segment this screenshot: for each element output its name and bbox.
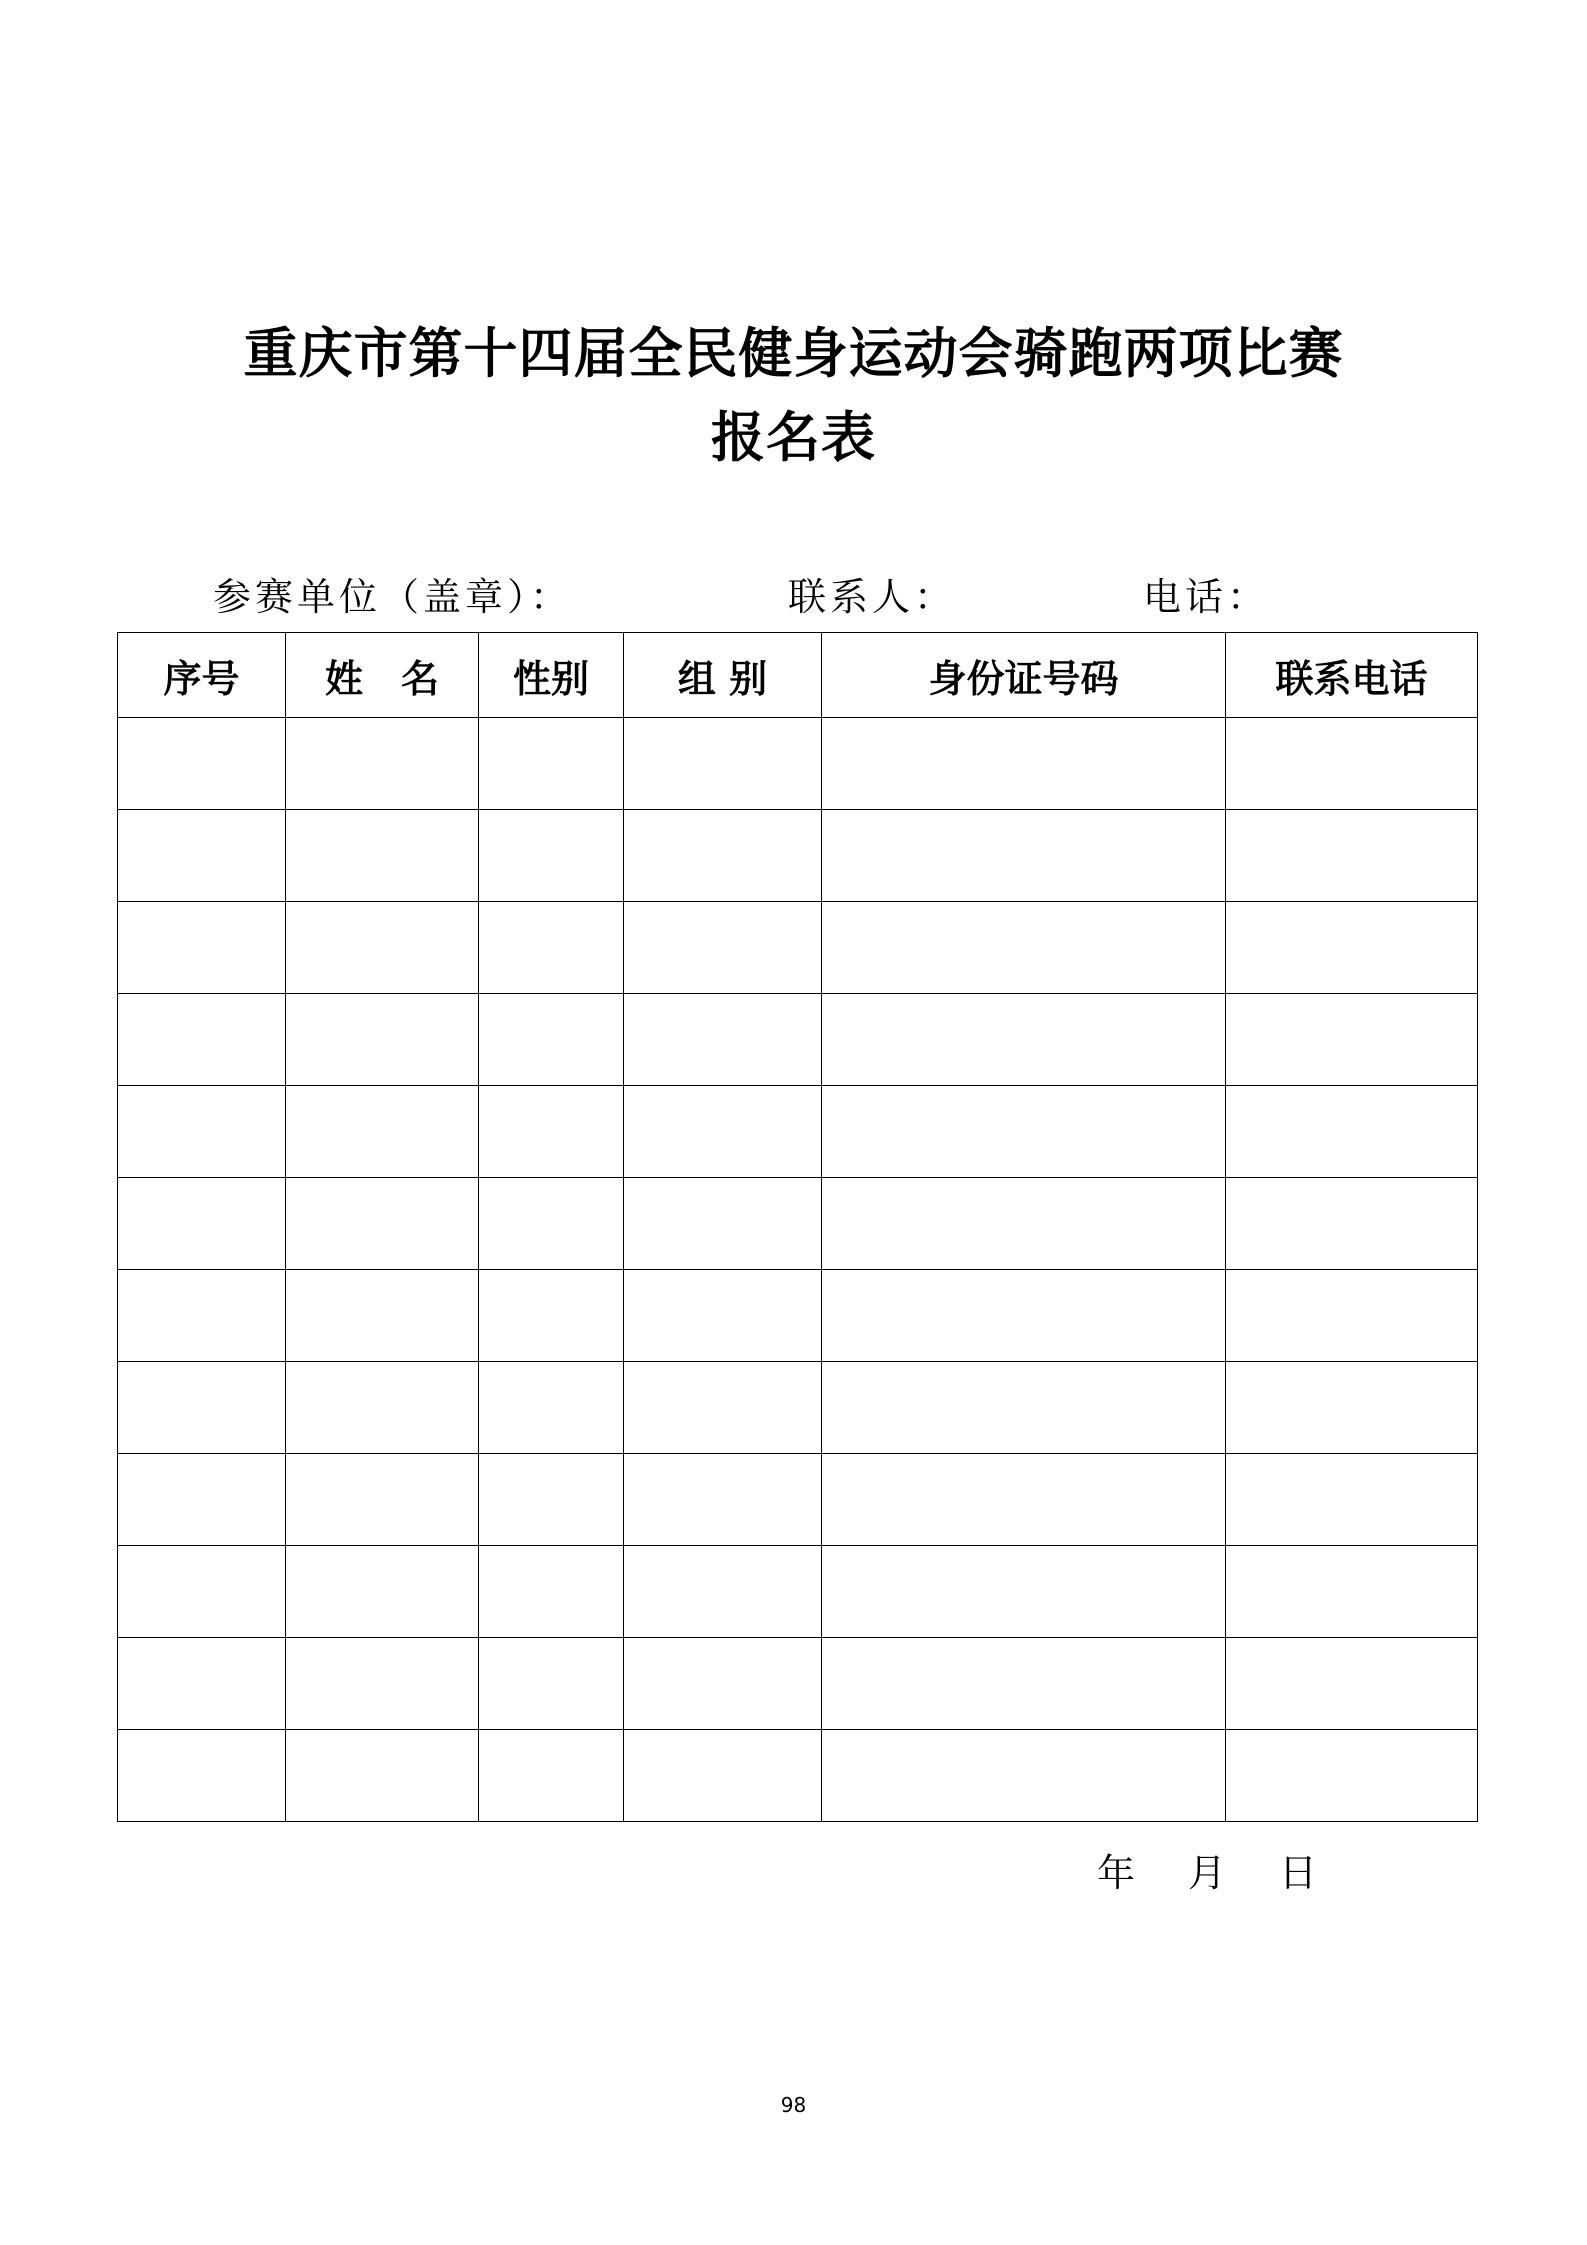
header-phone: 联系电话 — [1226, 633, 1478, 718]
cell-phone[interactable] — [1226, 1546, 1478, 1638]
header-index: 序号 — [118, 633, 286, 718]
cell-name[interactable] — [286, 1270, 479, 1362]
cell-group[interactable] — [624, 1638, 822, 1730]
cell-id-number[interactable] — [822, 1270, 1226, 1362]
cell-gender[interactable] — [479, 902, 624, 994]
cell-name[interactable] — [286, 1178, 479, 1270]
cell-id-number[interactable] — [822, 902, 1226, 994]
cell-gender[interactable] — [479, 1730, 624, 1822]
cell-group[interactable] — [624, 810, 822, 902]
cell-index[interactable] — [118, 718, 286, 810]
cell-id-number[interactable] — [822, 1454, 1226, 1546]
table-body — [118, 718, 1478, 1822]
table-row — [118, 1362, 1478, 1454]
cell-phone[interactable] — [1226, 1270, 1478, 1362]
cell-gender[interactable] — [479, 1454, 624, 1546]
info-row — [0, 572, 1587, 622]
cell-phone[interactable] — [1226, 1638, 1478, 1730]
unit-label: 参赛单位（盖章）： — [213, 575, 573, 619]
cell-phone[interactable] — [1226, 1454, 1478, 1546]
phone-label: 电话： — [1143, 575, 1270, 619]
cell-id-number[interactable] — [822, 1178, 1226, 1270]
cell-group[interactable] — [624, 1730, 822, 1822]
cell-name[interactable] — [286, 1086, 479, 1178]
page-subtitle: 报名表 — [711, 405, 876, 469]
cell-gender[interactable] — [479, 810, 624, 902]
cell-group[interactable] — [624, 994, 822, 1086]
cell-gender[interactable] — [479, 1270, 624, 1362]
contact-label: 联系人： — [788, 575, 957, 619]
cell-index[interactable] — [118, 810, 286, 902]
cell-phone[interactable] — [1226, 994, 1478, 1086]
cell-group[interactable] — [624, 1270, 822, 1362]
page-number: 98 — [780, 2093, 807, 2117]
table-row — [118, 1178, 1478, 1270]
date-year: 年 — [1097, 1851, 1136, 1895]
cell-name[interactable] — [286, 1730, 479, 1822]
cell-name[interactable] — [286, 1454, 479, 1546]
cell-index[interactable] — [118, 902, 286, 994]
cell-id-number[interactable] — [822, 810, 1226, 902]
cell-gender[interactable] — [479, 1178, 624, 1270]
cell-index[interactable] — [118, 1362, 286, 1454]
cell-index[interactable] — [118, 1546, 286, 1638]
table-row — [118, 1270, 1478, 1362]
table-row — [118, 810, 1478, 902]
cell-id-number[interactable] — [822, 1086, 1226, 1178]
cell-index[interactable] — [118, 1638, 286, 1730]
cell-phone[interactable] — [1226, 810, 1478, 902]
cell-group[interactable] — [624, 1086, 822, 1178]
cell-id-number[interactable] — [822, 1546, 1226, 1638]
cell-id-number[interactable] — [822, 1638, 1226, 1730]
cell-index[interactable] — [118, 1730, 286, 1822]
cell-gender[interactable] — [479, 1546, 624, 1638]
table-row — [118, 1454, 1478, 1546]
header-gender: 性别 — [479, 633, 624, 718]
cell-name[interactable] — [286, 1362, 479, 1454]
table-row — [118, 902, 1478, 994]
cell-id-number[interactable] — [822, 994, 1226, 1086]
cell-gender[interactable] — [479, 1086, 624, 1178]
cell-name[interactable] — [286, 1638, 479, 1730]
cell-index[interactable] — [118, 1178, 286, 1270]
cell-id-number[interactable] — [822, 1730, 1226, 1822]
header-group: 组 别 — [624, 633, 822, 718]
cell-group[interactable] — [624, 902, 822, 994]
date-month: 月 — [1188, 1851, 1227, 1895]
cell-group[interactable] — [624, 1178, 822, 1270]
cell-phone[interactable] — [1226, 1730, 1478, 1822]
cell-group[interactable] — [624, 1546, 822, 1638]
cell-name[interactable] — [286, 994, 479, 1086]
table-row — [118, 718, 1478, 810]
cell-gender[interactable] — [479, 994, 624, 1086]
cell-index[interactable] — [118, 1454, 286, 1546]
date-row — [0, 1848, 1587, 1898]
cell-group[interactable] — [624, 1454, 822, 1546]
table-row — [118, 1546, 1478, 1638]
cell-phone[interactable] — [1226, 902, 1478, 994]
cell-phone[interactable] — [1226, 1086, 1478, 1178]
cell-group[interactable] — [624, 1362, 822, 1454]
cell-gender[interactable] — [479, 1638, 624, 1730]
registration-table — [117, 632, 1478, 1822]
cell-name[interactable] — [286, 1546, 479, 1638]
cell-phone[interactable] — [1226, 1362, 1478, 1454]
cell-id-number[interactable] — [822, 1362, 1226, 1454]
cell-gender[interactable] — [479, 718, 624, 810]
cell-phone[interactable] — [1226, 1178, 1478, 1270]
table-row — [118, 1638, 1478, 1730]
table-row — [118, 1086, 1478, 1178]
date-day: 日 — [1279, 1851, 1318, 1895]
cell-name[interactable] — [286, 902, 479, 994]
cell-index[interactable] — [118, 1086, 286, 1178]
cell-group[interactable] — [624, 718, 822, 810]
cell-gender[interactable] — [479, 1362, 624, 1454]
cell-name[interactable] — [286, 810, 479, 902]
cell-index[interactable] — [118, 1270, 286, 1362]
cell-phone[interactable] — [1226, 718, 1478, 810]
cell-id-number[interactable] — [822, 718, 1226, 810]
table-row — [118, 1730, 1478, 1822]
header-name: 姓 名 — [286, 633, 479, 718]
header-id-number: 身份证号码 — [822, 633, 1226, 718]
cell-index[interactable] — [118, 994, 286, 1086]
cell-name[interactable] — [286, 718, 479, 810]
table-header-row — [118, 633, 1478, 718]
table-row — [118, 994, 1478, 1086]
page-title: 重庆市第十四届全民健身运动会骑跑两项比赛 — [243, 321, 1344, 385]
